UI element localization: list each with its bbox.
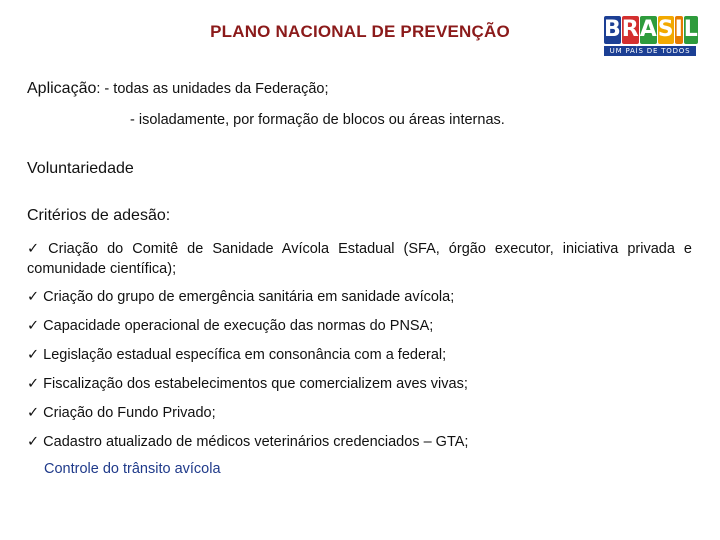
logo-letter-a: A xyxy=(639,17,657,42)
criterio-item xyxy=(27,345,692,365)
checkmark-icon: ✓ xyxy=(27,434,40,450)
aplicacao-line1: : - todas as unidades da Federação; xyxy=(96,81,329,97)
page-title: PLANO NACIONAL DE PREVENÇÃO xyxy=(210,22,510,41)
checkmark-icon: ✓ xyxy=(27,376,40,392)
criterios-heading: Critérios de adesão: xyxy=(27,207,171,224)
criterio-text: Fiscalização dos estabelecimentos que comercializem aves vivas; xyxy=(43,376,468,392)
checkmark-icon: ✓ xyxy=(27,289,40,305)
brasil-logo xyxy=(604,16,696,58)
logo-letter-r: R xyxy=(621,17,639,42)
logo-tagline: UM PAÍS DE TODOS xyxy=(604,46,696,56)
criterio-text: Cadastro atualizado de médicos veterinários credenciados – GTA; xyxy=(43,434,469,450)
criterio-item xyxy=(27,239,692,279)
criterio-text: Capacidade operacional de execução das normas do PNSA; xyxy=(43,318,434,334)
criterio-text: Legislação estadual específica em consonância com a federal; xyxy=(43,347,447,363)
checkmark-icon: ✓ xyxy=(27,405,40,421)
criterio-item xyxy=(27,316,692,336)
criterio-item xyxy=(27,374,692,394)
aplicacao-line xyxy=(27,80,692,98)
controle-transito-link[interactable]: Controle do trânsito avícola xyxy=(44,461,221,477)
criterio-text: Criação do Fundo Privado; xyxy=(43,405,216,421)
logo-letter-b: B xyxy=(604,17,621,42)
aplicacao-line2: - isoladamente, por formação de blocos ou áreas internas. xyxy=(130,112,505,128)
checkmark-icon: ✓ xyxy=(27,347,40,363)
criterio-text: Criação do Comitê de Sanidade Avícola Estadual (SFA, órgão executor, iniciativa privada e comunidade científica); xyxy=(27,241,692,277)
checkmark-icon: ✓ xyxy=(27,318,40,334)
logo-letter-l: L xyxy=(683,17,698,42)
criterio-item xyxy=(27,432,692,452)
criterio-item xyxy=(27,403,692,423)
aplicacao-label: Aplicação xyxy=(27,80,97,97)
voluntariedade-heading: Voluntariedade xyxy=(27,160,134,177)
checkmark-icon: ✓ xyxy=(27,241,45,257)
logo-letter-s: S xyxy=(657,17,674,42)
logo-letter-i: I xyxy=(674,17,683,42)
criterio-item xyxy=(27,287,692,307)
criterio-text: Criação do grupo de emergência sanitária em sanidade avícola; xyxy=(43,289,455,305)
